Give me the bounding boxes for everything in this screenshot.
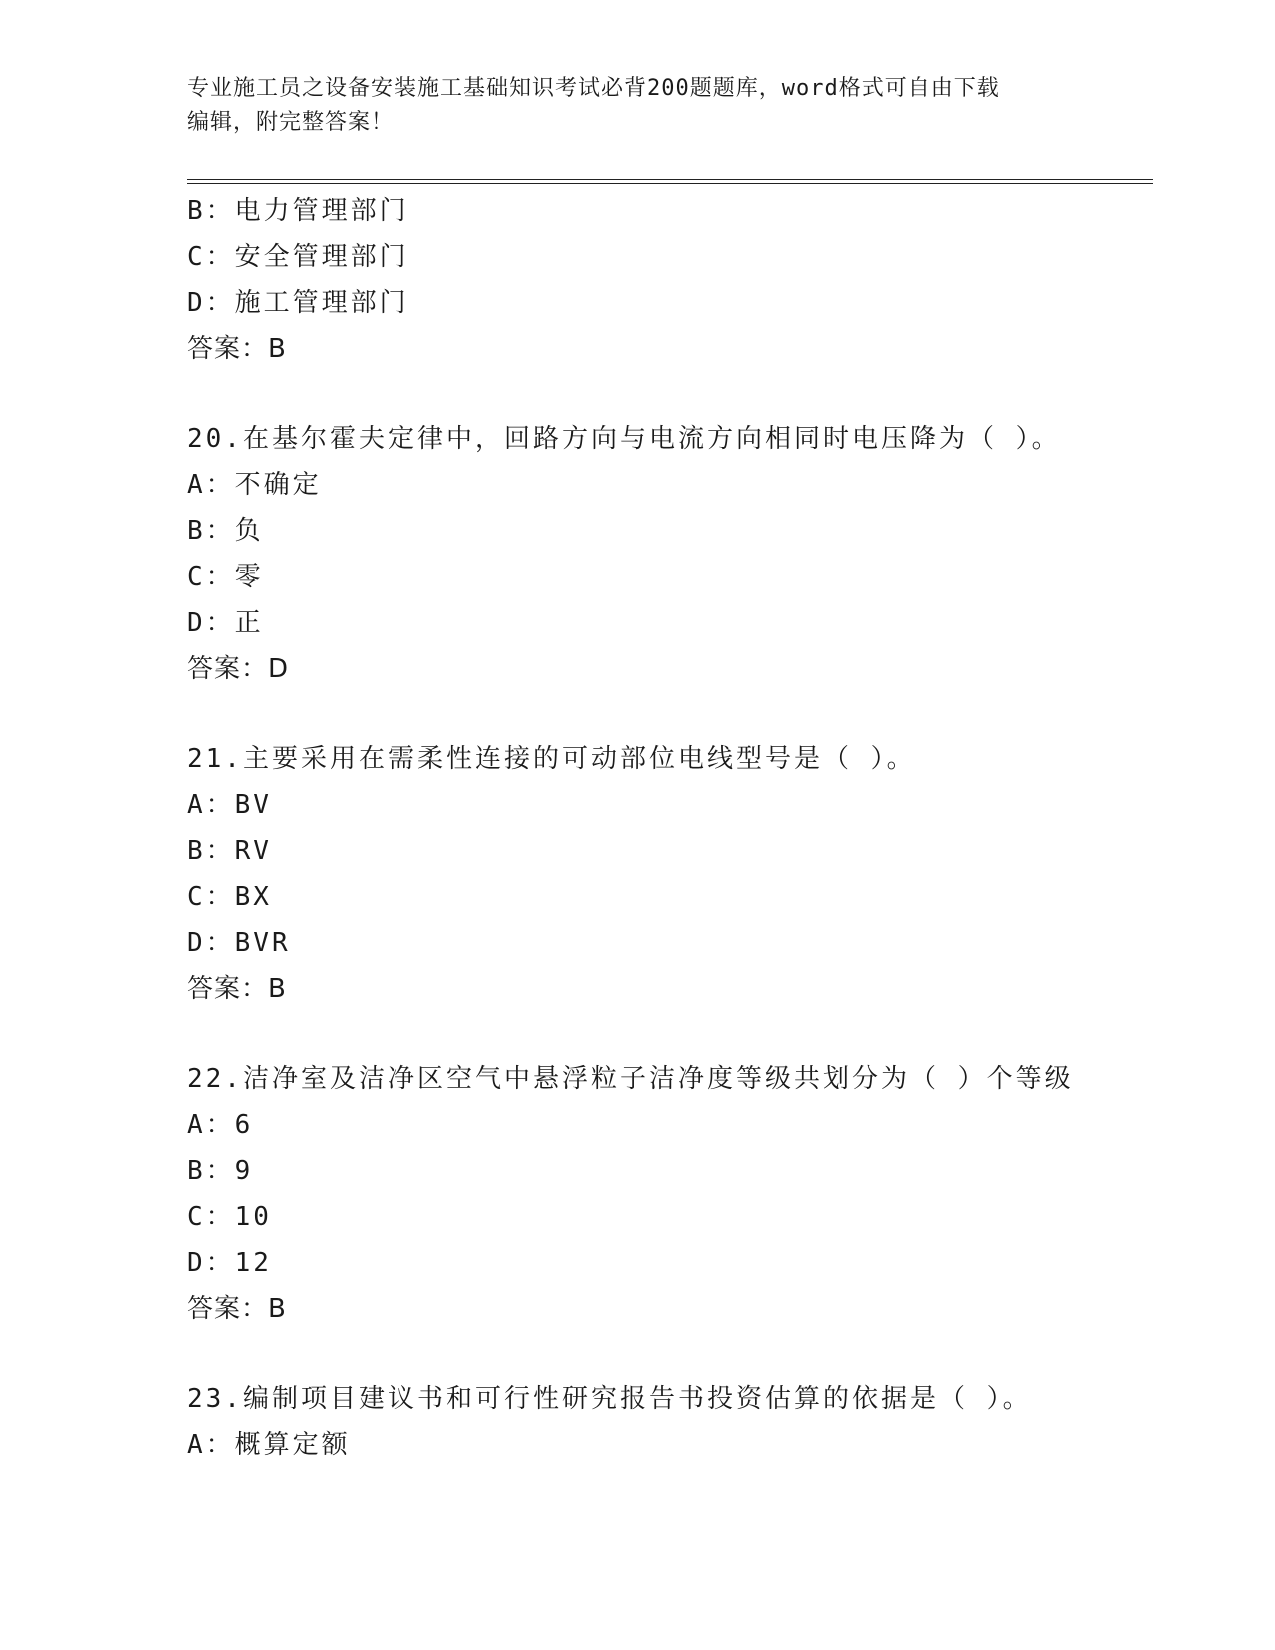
- option-a: A：概算定额: [187, 1430, 351, 1460]
- question-title: 22.洁净室及洁净区空气中悬浮粒子洁净度等级共划分为（ ）个等级: [187, 1064, 1074, 1094]
- option-b: B：负: [187, 516, 264, 546]
- question-19-continued: [187, 188, 1167, 372]
- question-title: 21.主要采用在需柔性连接的可动部位电线型号是（ ）。: [187, 744, 916, 774]
- header-line-2: 编辑，附完整答案！: [187, 110, 395, 135]
- option-c: C：10: [187, 1202, 272, 1232]
- question-title: 20.在基尔霍夫定律中，回路方向与电流方向相同时电压降为（ ）。: [187, 424, 1061, 454]
- question-21: [187, 736, 1167, 1012]
- option-c: C：安全管理部门: [187, 242, 409, 272]
- option-a: A：BV: [187, 790, 272, 820]
- option-b: B：9: [187, 1156, 254, 1186]
- question-20: [187, 416, 1167, 692]
- question-list: [187, 188, 1167, 1468]
- header-rule-top: [187, 179, 1153, 180]
- option-d: D：BVR: [187, 928, 291, 958]
- option-c: C：BX: [187, 882, 272, 912]
- option-c: C：零: [187, 562, 264, 592]
- option-b: B：RV: [187, 836, 272, 866]
- answer: 答案：D: [187, 654, 290, 684]
- option-d: D：12: [187, 1248, 272, 1278]
- document-header: [187, 72, 1087, 140]
- header-rule-bottom: [187, 183, 1153, 184]
- question-title: 23.编制项目建议书和可行性研究报告书投资估算的依据是（ ）。: [187, 1384, 1032, 1414]
- option-a: A：不确定: [187, 470, 322, 500]
- answer: 答案：B: [187, 974, 287, 1004]
- answer: 答案：B: [187, 1294, 287, 1324]
- option-d: D：正: [187, 608, 264, 638]
- question-22: [187, 1056, 1167, 1332]
- header-line-1: 专业施工员之设备安装施工基础知识考试必背200题题库，word格式可自由下载: [187, 76, 1000, 101]
- option-a: A：6: [187, 1110, 254, 1140]
- option-b: B：电力管理部门: [187, 196, 409, 226]
- option-d: D：施工管理部门: [187, 288, 409, 318]
- question-23: [187, 1376, 1167, 1468]
- answer: 答案：B: [187, 334, 287, 364]
